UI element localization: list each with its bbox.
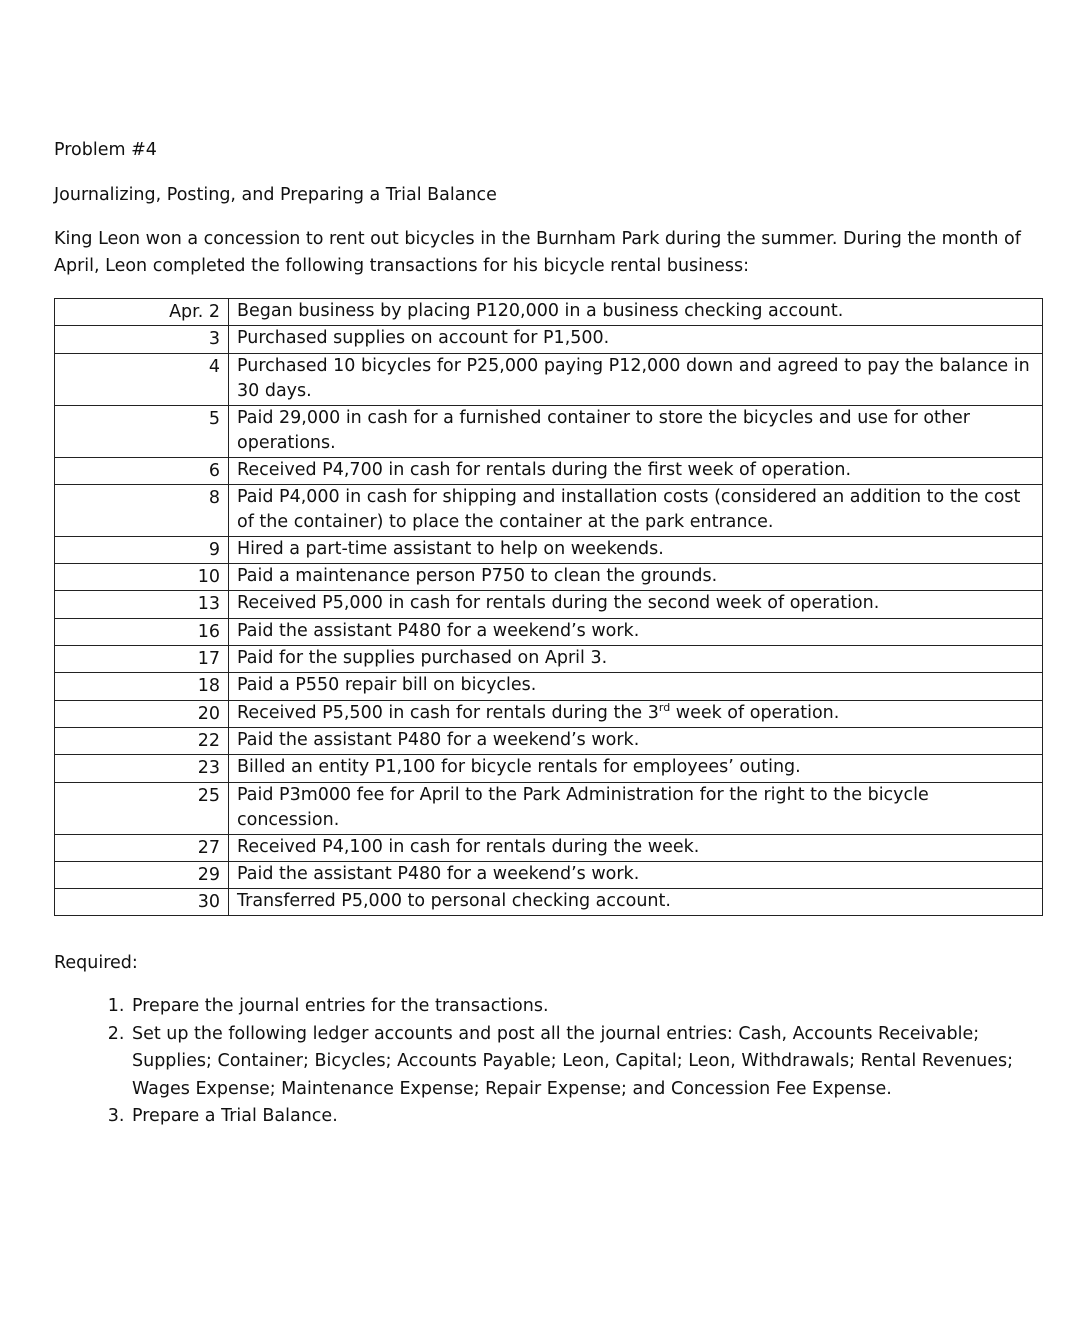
transaction-text: Paid a maintenance person P750 to clean the grounds. xyxy=(229,564,1043,591)
transaction-row xyxy=(55,861,1043,888)
transaction-row xyxy=(55,353,1043,405)
transaction-row xyxy=(55,889,1043,916)
required-list xyxy=(54,993,1060,1131)
transaction-date: 23 xyxy=(55,755,229,782)
transaction-date: 9 xyxy=(55,536,229,563)
transaction-row xyxy=(55,299,1043,326)
transaction-date: 8 xyxy=(55,484,229,536)
transaction-row xyxy=(55,834,1043,861)
transaction-row xyxy=(55,618,1043,645)
transaction-date: 20 xyxy=(55,700,229,727)
required-item: 2. Set up the following ledger accounts and post all the journal entries: Cash, Accounts Receivable; Supplies; Container; Bicycles; Accounts Payable; Leon, Capital; Leon, Withdrawals; Rental Revenues; Wages Expense; Maintenance Expense; Repair Expense; and Concession Fee Expense. xyxy=(130,1021,1060,1104)
transaction-text: Purchased supplies on account for P1,500. xyxy=(229,326,1043,353)
problem-title: Problem #4 xyxy=(54,140,157,160)
transaction-row xyxy=(55,405,1043,457)
transaction-text: Paid P3m000 fee for April to the Park Administration for the right to the bicycle concession. xyxy=(229,782,1043,834)
transaction-text: Paid the assistant P480 for a weekend’s work. xyxy=(229,618,1043,645)
transaction-date: 25 xyxy=(55,782,229,834)
transaction-text: Billed an entity P1,100 for bicycle rentals for employees’ outing. xyxy=(229,755,1043,782)
transaction-text: Transferred P5,000 to personal checking account. xyxy=(229,889,1043,916)
transaction-date: 30 xyxy=(55,889,229,916)
transaction-text: Paid the assistant P480 for a weekend’s work. xyxy=(229,861,1043,888)
transaction-date: 16 xyxy=(55,618,229,645)
transaction-row xyxy=(55,457,1043,484)
required-item: 1. Prepare the journal entries for the transactions. xyxy=(130,993,1060,1021)
transaction-row xyxy=(55,646,1043,673)
transaction-row xyxy=(55,782,1043,834)
transactions-table xyxy=(54,298,1043,916)
transaction-date: 5 xyxy=(55,405,229,457)
transaction-text: Paid 29,000 in cash for a furnished container to store the bicycles and use for other operations. xyxy=(229,405,1043,457)
transaction-row xyxy=(55,536,1043,563)
transaction-date: 6 xyxy=(55,457,229,484)
transaction-date: 3 xyxy=(55,326,229,353)
transaction-row xyxy=(55,727,1043,754)
transaction-text-part: week of operation. xyxy=(670,702,840,723)
transaction-date: 27 xyxy=(55,834,229,861)
transaction-text: Began business by placing P120,000 in a business checking account. xyxy=(229,299,1043,326)
transaction-text: Paid the assistant P480 for a weekend’s work. xyxy=(229,727,1043,754)
transaction-date: 4 xyxy=(55,353,229,405)
transaction-date: 13 xyxy=(55,591,229,618)
transaction-date: 22 xyxy=(55,727,229,754)
transaction-text: Hired a part-time assistant to help on weekends. xyxy=(229,536,1043,563)
transaction-text: Received P4,700 in cash for rentals during the first week of operation. xyxy=(229,457,1043,484)
transaction-date: 29 xyxy=(55,861,229,888)
transaction-row xyxy=(55,591,1043,618)
required-item: 3. Prepare a Trial Balance. xyxy=(130,1103,1060,1131)
transaction-text: Received P4,100 in cash for rentals during the week. xyxy=(229,834,1043,861)
transaction-text: Received P5,000 in cash for rentals during the second week of operation. xyxy=(229,591,1043,618)
transaction-date: 10 xyxy=(55,564,229,591)
transaction-row xyxy=(55,755,1043,782)
transaction-text-part: rd xyxy=(658,700,671,714)
transaction-date: 17 xyxy=(55,646,229,673)
transaction-row xyxy=(55,564,1043,591)
transaction-date: Apr. 2 xyxy=(55,299,229,326)
transaction-text: Paid a P550 repair bill on bicycles. xyxy=(229,673,1043,700)
transaction-text xyxy=(229,700,1043,727)
problem-intro: King Leon won a concession to rent out bicycles in the Burnham Park during the summer. During the month of April, Leon completed the following transactions for his bicycle rental business: xyxy=(54,229,1021,276)
transaction-text-part: Received P5,500 in cash for rentals during the 3 xyxy=(237,702,659,723)
transaction-date: 18 xyxy=(55,673,229,700)
transaction-text: Purchased 10 bicycles for P25,000 paying P12,000 down and agreed to pay the balance in 30 days. xyxy=(229,353,1043,405)
required-label: Required: xyxy=(54,953,138,973)
transaction-row xyxy=(55,700,1043,727)
transaction-text: Paid for the supplies purchased on April 3. xyxy=(229,646,1043,673)
transaction-text: Paid P4,000 in cash for shipping and installation costs (considered an addition to the cost of the container) to place the container at the park entrance. xyxy=(229,484,1043,536)
transaction-row xyxy=(55,673,1043,700)
transaction-row xyxy=(55,484,1043,536)
transaction-row xyxy=(55,326,1043,353)
problem-subtitle: Journalizing, Posting, and Preparing a Trial Balance xyxy=(54,185,497,205)
